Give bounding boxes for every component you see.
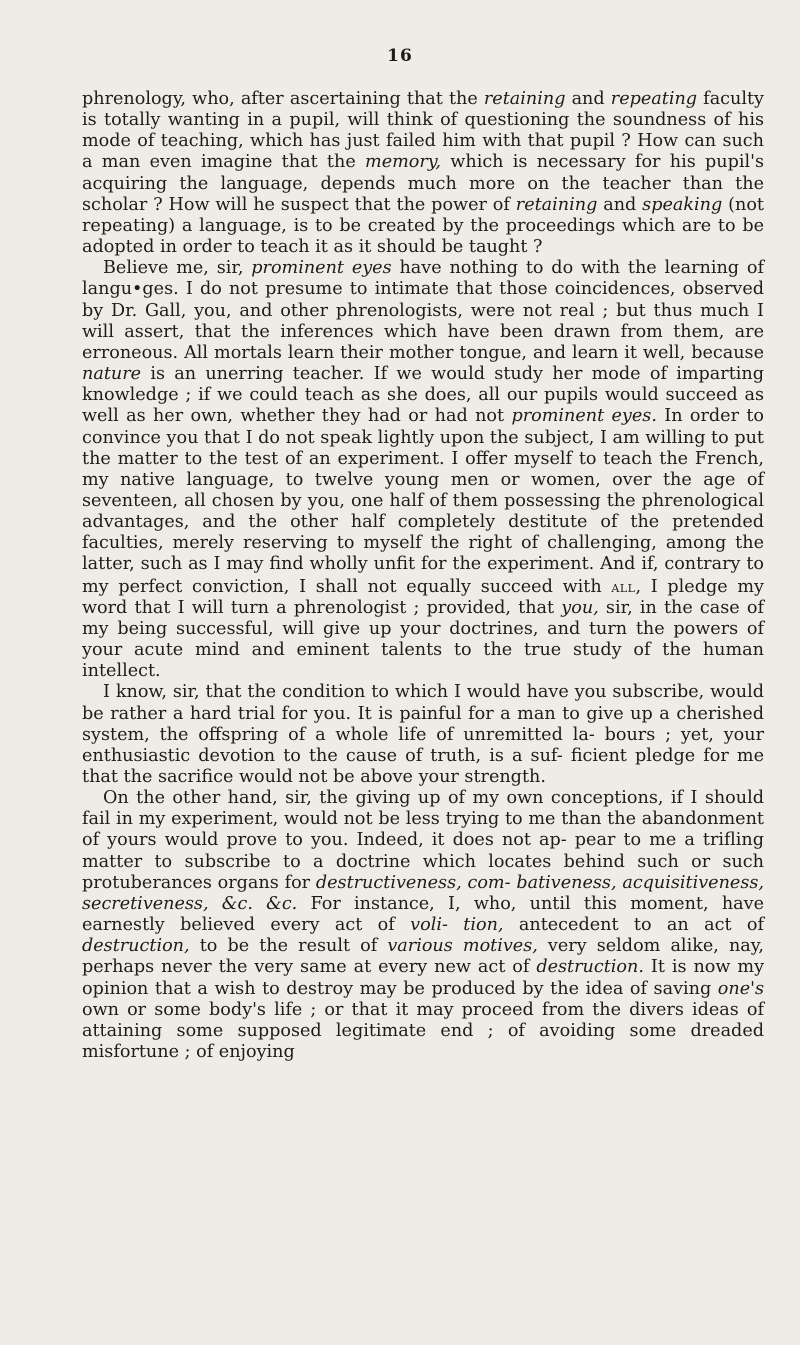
paragraph [82,682,764,788]
italic-text: destruction. [536,957,644,978]
text-run: and [565,89,611,109]
text-run: is an unerring teacher. If we would study her mode of imparting knowledge ; if we could teach as she does, all our pupils would succeed as well as her own, whether they had or had not [82,364,764,427]
italic-text: destructiveness, com- bativeness, acquisitiveness, secretiveness, &c. &c. [82,872,764,914]
italic-text: prominent eyes. [511,406,657,427]
italic-text: nature [82,364,142,385]
paragraph [82,788,764,1063]
text-run: , I pledge my word that I will turn a phrenologist ; provided, that [82,576,764,618]
text-run: (not repeating) a language, is to be created by the proceedings which are to be adopted in order to teach it as it should be taught ? [82,194,764,258]
italic-text: voli- tion, [410,915,504,936]
italic-text: various motives, [387,936,538,957]
text-run: I know, sir, that the condition to which I would have you subscribe, would be rather a hard trial for you. It is painful for a man to give up a cherished system, the offspring of a whole life of unremitted la- bours ; yet, your enthusiastic devotion to the cause of truth, is a suf- ficient pledge for me that the sacrifice would not be above your strength. [82,682,764,787]
italic-text: retaining [483,89,566,109]
italic-text: one's [717,978,764,999]
text-run: have nothing to do with the learning of langu•ges. I do not presume to intimate that those coincidences, observed by Dr. Gall, you, and other phrenologists, were not real ; but thus much I will assert, that the inferences which have been drawn from them, are erroneous. All mortals learn their mother tongue, and learn it well, because [82,258,764,363]
text-run: In order to convince you that I do not speak lightly upon the subject, I am willing to put the matter to the test of an experiment. I offer myself to teach the French, my native language, to twelve young men or women, over the age of seventeen, all chosen by you, one half of them possessing the phrenological advantages, and the other half completely destitute of the pretended faculties, merely reserving to myself the right of challenging, among the latter, such as I may find wholly unfit for the experiment. And if, contrary to my perfect conviction, I shall not equally succeed with [82,406,765,597]
italic-text: memory, [365,152,442,173]
paragraph [82,89,764,258]
text-run: which is necessary for his pupil's acquiring the language, depends much more on the teacher than the scholar ? How will he suspect that the power of [82,152,764,215]
text-run: For instance, I, who, until this moment, have earnestly believed every act of [82,893,764,936]
italic-text: destruction, [82,936,190,957]
text-run: very seldom alike, nay, perhaps never the very same at every new act of [82,936,764,978]
text-run: faculty is totally wanting in a pupil, will think of questioning the soundness of his mode of teaching, which has just failed him with that pupil ? How can such a man even imagine that the [82,89,764,173]
text-run: and [597,194,643,215]
text-run: Believe me, sir, [103,258,252,279]
italic-text: retaining [515,194,598,215]
paragraph [82,258,764,682]
page-number: 16 [387,46,413,66]
text-run: On the other hand, sir, the giving up of my own conceptions, if I should fail in my experiment, would not be less trying to me than the abandonment of yours would prove to you. Indeed, it does not ap- pear to me a trifling matter to subscribe to a doctrine which locates behind such or such protuberances organs for [82,788,764,893]
body-text [82,89,764,1063]
italic-text: repeating [610,89,698,109]
text-run: phrenology, who, after ascertaining that the [82,89,484,109]
text-run: It is now my opinion that a wish to destroy may be produced by the idea of saving [82,957,765,999]
text-run: own or some body's life ; or that it may proceed from the divers ideas of attaining some supposed legitimate end ; of avoiding some dreaded misfortune ; of enjoying [82,999,764,1063]
italic-text: speaking [642,194,723,215]
text-run: antecedent to an act of [503,915,764,936]
small-caps-text: all [611,576,636,596]
italic-text: you, [561,597,599,618]
italic-text: prominent eyes [251,258,392,279]
text-run: sir, in the case of my being successful, will give up your doctrines, and turn the powers of your acute mind and eminent talents to the true study of the human intellect. [82,597,764,682]
text-run: to be the result of [189,936,388,957]
